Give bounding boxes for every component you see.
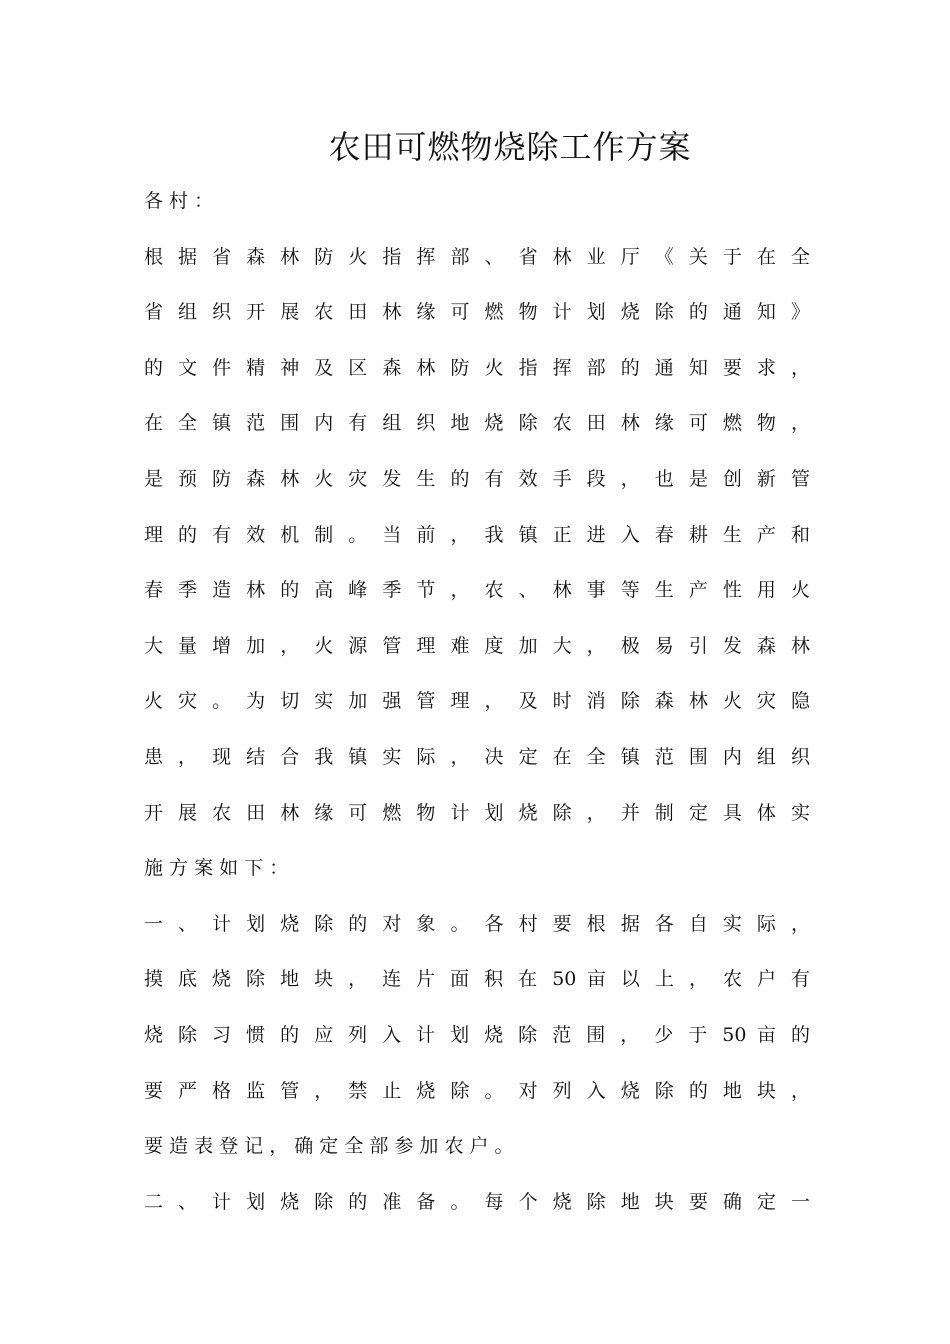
document-body [144, 180, 814, 1236]
text-line-7: 理 的 有 效 机 制 。 当 前 ， 我 镇 正 进 入 春 耕 生 产 和 [144, 523, 810, 546]
text-line-11: 患 ， 现 结 合 我 镇 实 际 ， 决 定 在 全 镇 范 围 内 组 织 [144, 745, 810, 768]
text-line-10: 火 灾 。 为 切 实 加 强 管 理 ， 及 时 消 除 森 林 火 灾 隐 [144, 690, 810, 713]
text-line-12: 开 展 农 田 林 缘 可 燃 物 计 划 烧 除 ， 并 制 定 具 体 实 [144, 801, 810, 824]
text-line-17: 要 严 格 监 管 ， 禁 止 烧 除 。 对 列 入 烧 除 的 地 块 ， [144, 1079, 810, 1102]
text-line-9: 大 量 增 加 ， 火 源 管 理 难 度 加 大 ， 极 易 引 发 森 林 [144, 634, 810, 657]
text-line-1: 各 村 ： [144, 190, 214, 212]
text-line-14: 一 、 计 划 烧 除 的 对 象 。 各 村 要 根 据 各 自 实 际 ， [144, 912, 810, 935]
text-line-8: 春 季 造 林 的 高 峰 季 节 ， 农 、 林 事 等 生 产 性 用 火 [144, 579, 810, 602]
text-line-16: 烧 除 习 惯 的 应 列 入 计 划 烧 除 范 围 ， 少 于 50 亩 的 [144, 1023, 810, 1046]
text-line-13: 施 方 案 如 下 ： [144, 857, 289, 880]
text-line-15: 摸 底 烧 除 地 块 ， 连 片 面 积 在 50 亩 以 上 ， 农 户 有 [144, 968, 810, 991]
text-line-6: 是 预 防 森 林 火 灾 发 生 的 有 效 手 段 ， 也 是 创 新 管 [144, 467, 810, 490]
text-line-19: 二 、 计 划 烧 除 的 准 备 。 每 个 烧 除 地 块 要 确 定 一 [144, 1190, 810, 1213]
text-line-4: 的 文 件 精 神 及 区 森 林 防 火 指 挥 部 的 通 知 要 求 ， [144, 356, 810, 379]
text-line-3: 省 组 织 开 展 农 田 林 缘 可 燃 物 计 划 烧 除 的 通 知 》 [144, 301, 810, 324]
text-line-18: 要 造 表 登 记 ， 确 定 全 部 参 加 农 户 。 [144, 1135, 514, 1158]
text-line-5: 在 全 镇 范 围 内 有 组 织 地 烧 除 农 田 林 缘 可 燃 物 ， [144, 412, 810, 435]
text-line-2: 根 据 省 森 林 防 火 指 挥 部 、 省 林 业 厅 《 关 于 在 全 [144, 245, 810, 268]
document-title: 农田可燃物烧除工作方案 [328, 128, 692, 166]
